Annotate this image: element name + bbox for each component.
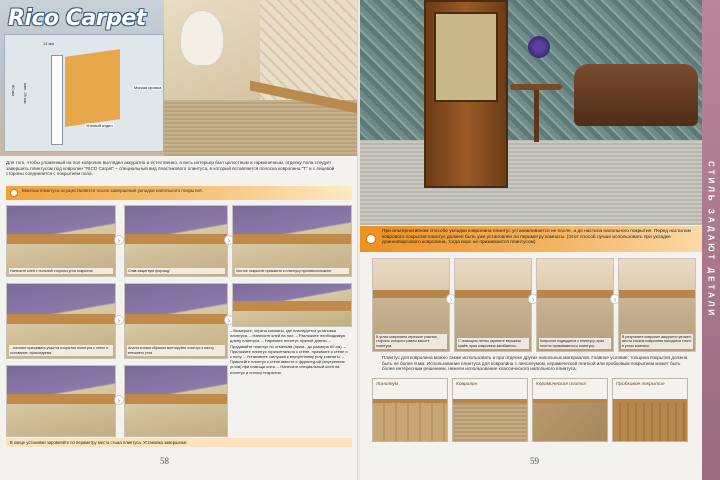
chevron-right-icon: › — [610, 294, 620, 304]
flower-vase — [528, 36, 550, 58]
info-icon — [366, 234, 376, 244]
profile-shape — [51, 55, 63, 145]
info-banner-left — [6, 186, 352, 200]
step-photo-5: Аналогичным образом монтируйте плинтус к месту внешнего угла — [124, 283, 228, 359]
chevron-right-icon: › — [114, 235, 124, 245]
corner-photo-4: В результате ковролин аккуратно уложен, места стыков ковролина находятся точно в углах комнаты. — [618, 258, 696, 352]
chevron-right-icon: › — [114, 395, 124, 405]
section-sidebar — [702, 0, 720, 480]
info-banner-right — [360, 226, 702, 252]
dim-top: 14 мм — [43, 41, 55, 46]
material-carpet: Ковролин — [452, 378, 528, 442]
step-photo-1: Нанесите клей с тыльной стороны угла покрытия — [6, 205, 116, 277]
steps-text: – Вымерьте, черкни комнаты, где планируется установка плинтуса. – Нанесите клей на пол. – Разложите необходимую длину плинтуса. – Нарежьте плинтус нужной длины. – Продавайте плинтус по отметкам (прим., до размера 60 см). – Приложите плинтус горизонтально к стене, прижмите к стене и к полу. – Установите заглушки к внутреннему углу комнаты. – Приклейте плинтус к стене вместе с фурнитурой (внутренних углов) при помощи клея. – Нанесите специальный клей на плинтус и полосу покрытия. — [230, 328, 348, 375]
brand-logo: Rico Carpet — [8, 6, 146, 31]
right-page — [360, 0, 702, 480]
carpet-floor-left — [164, 100, 358, 156]
banner-text: Монтаж плинтуса осуществляется после завершения укладки напольного покрытия. — [22, 188, 203, 193]
dim-v2: мин. 35 мм — [23, 83, 28, 104]
insert-board — [65, 49, 120, 127]
banner-text-right: При альтернативном способе укладки ковролина плинтус устанавливается не после, а до настила напольного покрытия. Перед настилом коврового покрытия плинтус должен быть уже установлен по периметру комнаты. (Этот способ лучше использовать при укладке длинноворсового ковролина, тогда ворс не прижимается плинтусом) — [382, 229, 691, 246]
chevron-right-icon: › — [446, 294, 456, 304]
sidebar-title: СТИЛЬ ЗАДАЮТ ДЕТАЛИ — [706, 161, 716, 319]
leather-sofa — [574, 64, 698, 126]
page-number-left: 58 — [160, 456, 169, 466]
intro-text: Для того, чтобы уложенный на пол ковролин выглядел аккуратно и естественно, а весь интерьер был целостным и гармоничным, отделку пола следует завершить плинтусом под ковролин "RICO Carpet" – специальный вид пластикового плинтуса, в который вставляется полоска ковролина "Т" и с лицевой стороны соединяется с покрытием пола. — [6, 160, 335, 177]
left-page — [0, 0, 358, 480]
corner-photo-3: Ковролин подводится к плинтусу, края плотно прижимаются к плинтусу. — [536, 258, 614, 352]
chevron-right-icon: › — [528, 294, 538, 304]
material-linoleum: Линолеум — [372, 378, 448, 442]
label-board: Мягкая кромка — [134, 85, 162, 90]
dim-v1: 80 мм — [11, 85, 16, 97]
step-photo-3: Чистое покрытие прижмите к плинтусу противоположное — [232, 205, 352, 277]
step-photo-4: ...начните прижимать участок покрытия плинтуса к стене и основание, присоединяя — [6, 283, 116, 359]
step-photo-2: Сняв защитную форзацу — [124, 205, 228, 277]
step-photo-8 — [124, 365, 228, 437]
material-ceramic-tile: Керамическая плитка — [532, 378, 608, 442]
info-icon — [10, 189, 18, 197]
materials-paragraph: Плинтус для ковролина можно также использовать и при отделке других напольных материалов. Главное условие: толщина покрытия должна быть не более 8 мм. Использование плинтуса для ковролина с линолеумом, керамической плиткой или пробковым покрытием может быть более интересным решением, нежели использование классического напольного плинтуса. — [382, 355, 688, 372]
teddy-bear — [180, 10, 224, 66]
technical-diagram — [4, 34, 164, 152]
chevron-right-icon: › — [224, 235, 234, 245]
bottom-caption: В конце установки заровняйте по периметру места стыка плинтуса. Установка завершена! — [6, 438, 352, 447]
chevron-right-icon: › — [114, 315, 124, 325]
step-photo-6 — [232, 283, 352, 327]
label-step: Угловой отдел — [86, 123, 113, 128]
side-table — [510, 84, 562, 144]
corner-photo-1: В углах ковролина отрежьте участки, стороны которого равны высоте плинтуса. — [372, 258, 450, 352]
step-photo-7 — [6, 365, 116, 437]
corner-photo-2: С помощью ленты скрепите вершины краёв, края ковролина загибаются... — [454, 258, 532, 352]
wooden-cabinet — [424, 0, 508, 188]
carpet-floor-right — [360, 140, 702, 225]
page-number-right: 59 — [530, 456, 539, 466]
chevron-right-icon: › — [224, 315, 234, 325]
step-grid-left — [6, 205, 352, 437]
material-cork: Пробковое покрытие — [612, 378, 688, 442]
